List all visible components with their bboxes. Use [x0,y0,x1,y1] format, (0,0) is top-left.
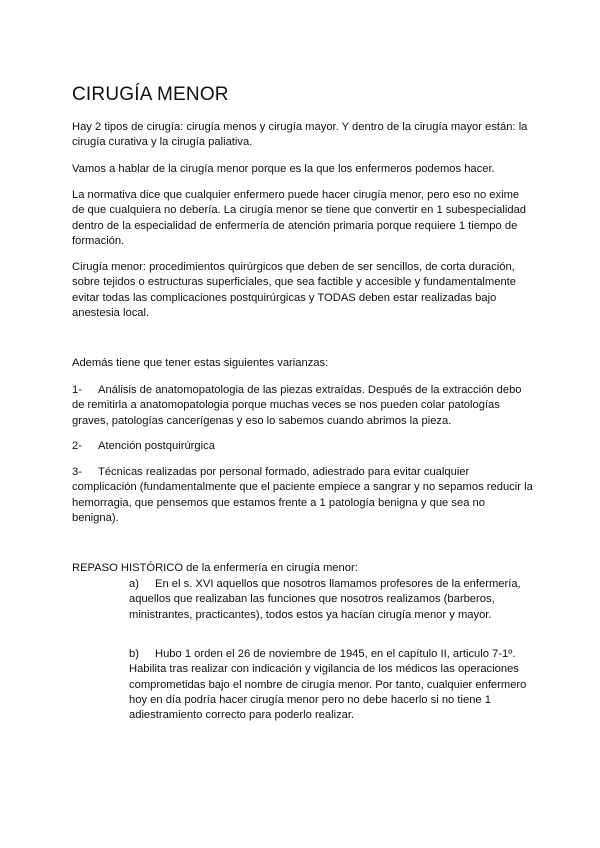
paragraph-definition: Cirugía menor: procedimientos quirúrgicos que deben de ser sencillos, de corta duración, sobre tejidos o estructuras superficiales, que sea factible y accesible y fundamentalmente evitar todas las complicaciones postquirúrgicas y TODAS deben estar realizadas bajo anestesia local. [72,261,517,319]
page-title: CIRUGÍA MENOR [72,84,229,105]
list-item-text: Atención postquirúrgica [98,440,215,452]
history-item-letter: a) [129,578,139,590]
list-item-number: 3- [72,466,82,478]
list-item-text: Técnicas realizadas por personal formado, adiestrado para evitar cualquier complicación (fundamentalmente que el paciente empiece a sangrar y no sepamos reducir la hemorragia, que pensemos que estamos frente a 1 patología benigna y que sea no benigna). [72,466,533,524]
history-item [129,647,529,723]
paragraph-normativa: La normativa dice que cualquier enfermero puede hacer cirugía menor, pero eso no exime de que cualquiera no debería. La cirugía menor se tiene que convertir en 1 subespecialidad dentro de la especialidad de enfermería de atención primaria porque requiere 1 tiempo de formación. [72,189,527,247]
history-item-text: En el s. XVI aquellos que nosotros llamamos profesores de la enfermería, aquellos que realizaban las funciones que nosotros realizamos (barberos, ministrantes, practicantes), todos estos ya hacían cirugía menor y mayor. [129,578,521,621]
list-item [72,439,534,454]
history-item [129,577,529,623]
list-item-text: Análisis de anatomopatologia de las piezas extraídas. Después de la extracción debo de remitirla a anatomopatologia porque muchas veces se nos pueden colar patologías graves, patologías cancerígenas y eso lo sabemos cuando abrimos la pieza. [72,384,522,427]
paragraph-varianzas: Además tiene que tener estas siguientes varianzas: [72,357,329,369]
list-item [72,383,534,429]
list-item [72,465,534,526]
history-heading: REPASO HISTÓRICO de la enfermería en cirugía menor: [72,562,358,574]
history-item-letter: b) [129,648,139,660]
paragraph-intro: Hay 2 tipos de cirugía: cirugía menos y cirugía mayor. Y dentro de la cirugía mayor están: la cirugía curativa y la cirugía paliativa. [72,121,528,149]
list-item-number: 2- [72,440,82,452]
paragraph-scope: Vamos a hablar de la cirugía menor porque es la que los enfermeros podemos hacer. [72,163,495,175]
history-item-text: Hubo 1 orden el 26 de noviembre de 1945, en el capítulo II, articulo 7-1º. Habilita tras realizar con indicación y vigilancia de los médicos las operaciones comprometidas bajo el nombre de cirugía menor. Por tanto, cualquier enfermero hoy en día podría hacer cirugía menor pero no debe hacerlo si no tiene 1 adiestramiento correcto para poderlo realizar. [129,648,527,722]
list-item-number: 1- [72,384,82,396]
